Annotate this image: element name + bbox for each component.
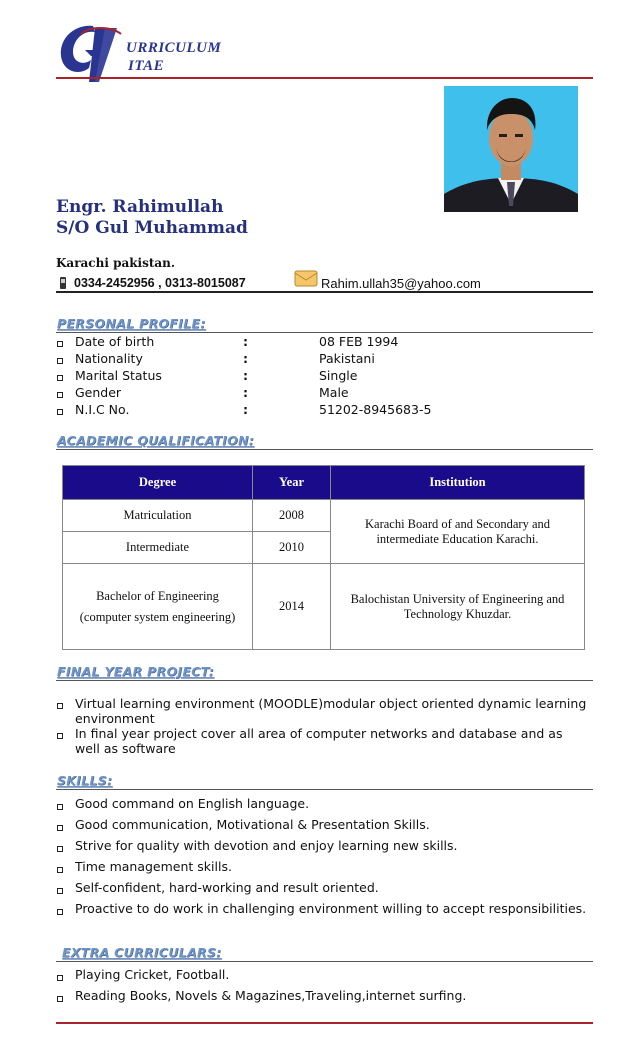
project-heading: FINAL YEAR PROJECT: <box>57 664 215 679</box>
logo-text-curriculum: URRICULUM <box>126 40 222 56</box>
project-item: Virtual learning environment (MOODLE)modular object oriented dynamic learning environment <box>75 696 587 726</box>
bullet-icon <box>57 867 63 873</box>
profile-label: Marital Status <box>75 368 162 383</box>
year-cell: 2010 <box>253 532 331 564</box>
profile-label: Date of birth <box>75 334 155 349</box>
degree-line: (computer system engineering) <box>79 609 236 624</box>
table-header-institution: Institution <box>331 466 585 500</box>
year-cell: 2008 <box>253 500 331 532</box>
bullet-icon <box>57 703 63 709</box>
bullet-icon <box>57 358 63 364</box>
email-address: Rahim.ullah35@yahoo.com <box>321 276 481 291</box>
bullet-icon <box>57 392 63 398</box>
institution-cell: Balochistan University of Engineering and Technology Khuzdar. <box>331 564 585 650</box>
phone-numbers: 0334-2452956 , 0313-8015087 <box>74 276 246 290</box>
profile-value: 51202-8945683-5 <box>319 402 432 417</box>
candidate-parent: S/O Gul Muhammad <box>56 218 248 238</box>
project-item: In final year project cover all area of computer networks and database and as well as software <box>75 726 563 756</box>
profile-value: Pakistani <box>319 351 375 366</box>
profile-value: 08 FEB 1994 <box>319 334 399 349</box>
bullet-icon <box>57 733 63 739</box>
phone-icon <box>58 276 68 290</box>
bullet-icon <box>57 996 63 1002</box>
bullet-icon <box>57 909 63 915</box>
project-rule <box>56 680 593 681</box>
personal-profile-rule <box>56 332 593 333</box>
profile-label: N.I.C No. <box>75 402 130 417</box>
table-header-year: Year <box>253 466 331 500</box>
contact-divider <box>56 291 593 293</box>
academic-heading: ACADEMIC QUALIFICATION: <box>57 433 255 448</box>
profile-colon: : <box>243 334 248 349</box>
profile-photo <box>444 86 578 212</box>
candidate-city: Karachi pakistan. <box>56 256 176 270</box>
bullet-icon <box>57 825 63 831</box>
bullet-icon <box>57 375 63 381</box>
table-row <box>63 564 585 650</box>
skill-item: Proactive to do work in challenging environment willing to accept responsibilities. <box>75 901 587 916</box>
skill-item: Strive for quality with devotion and enjoy learning new skills. <box>75 838 458 853</box>
bullet-icon <box>57 804 63 810</box>
extra-heading: EXTRA CURRICULARS: <box>62 945 222 960</box>
profile-colon: : <box>243 351 248 366</box>
candidate-name: Engr. Rahimullah <box>56 197 224 217</box>
logo-text-vitae: ITAE <box>128 58 165 74</box>
skills-heading: SKILLS: <box>57 773 113 788</box>
envelope-icon <box>294 269 318 287</box>
cv-logo-icon <box>55 20 127 90</box>
degree-line: Bachelor of Engineering <box>96 588 219 603</box>
profile-value: Male <box>319 385 349 400</box>
skill-item: Good command on English language. <box>75 796 310 811</box>
profile-colon: : <box>243 402 248 417</box>
header-divider <box>56 77 593 79</box>
bullet-icon <box>57 341 63 347</box>
degree-cell: Intermediate <box>63 532 253 564</box>
profile-colon: : <box>243 368 248 383</box>
institution-cell: Karachi Board of and Secondary and intermediate Education Karachi. <box>331 500 585 564</box>
extra-rule <box>56 961 593 962</box>
skills-rule <box>56 789 593 790</box>
personal-profile-heading: PERSONAL PROFILE: <box>57 316 206 331</box>
bullet-icon <box>57 846 63 852</box>
skill-item: Time management skills. <box>75 859 232 874</box>
profile-value: Single <box>319 368 358 383</box>
footer-divider <box>56 1022 593 1024</box>
degree-cell: Matriculation <box>63 500 253 532</box>
academic-rule <box>56 449 593 450</box>
extra-item: Playing Cricket, Football. <box>75 967 230 982</box>
bullet-icon <box>57 888 63 894</box>
table-row <box>63 500 585 532</box>
profile-colon: : <box>243 385 248 400</box>
skill-item: Good communication, Motivational & Presentation Skills. <box>75 817 430 832</box>
table-header-degree: Degree <box>63 466 253 500</box>
profile-label: Nationality <box>75 351 143 366</box>
profile-label: Gender <box>75 385 122 400</box>
table-header-row <box>63 466 585 500</box>
skill-item: Self-confident, hard-working and result oriented. <box>75 880 379 895</box>
extra-item: Reading Books, Novels & Magazines,Traveling,internet surfing. <box>75 988 467 1003</box>
bullet-icon <box>57 975 63 981</box>
year-cell: 2014 <box>253 564 331 650</box>
degree-cell <box>63 564 253 650</box>
academic-table <box>62 465 585 650</box>
bullet-icon <box>57 409 63 415</box>
